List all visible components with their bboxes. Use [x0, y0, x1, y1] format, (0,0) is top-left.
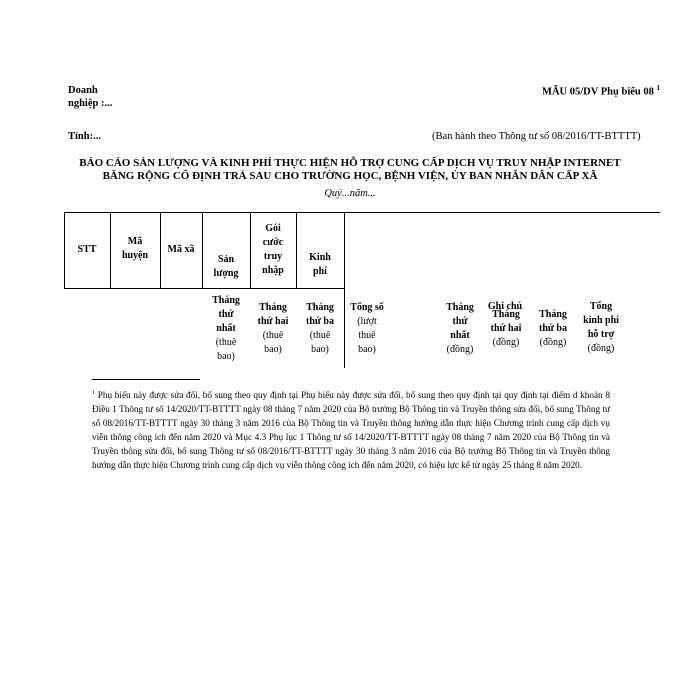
header-district-code-text: Mã huyện [121, 236, 149, 261]
sub-header-title: Tháng thứ ba [306, 302, 334, 327]
sub-header-unit: (thuê bao) [215, 337, 237, 362]
footnote-mark: 1 [92, 390, 95, 396]
header-note [482, 300, 528, 314]
sub-header-unit: (đồng) [446, 344, 474, 355]
sub-header-title: Tháng thứ ba [539, 309, 567, 334]
sub-header-unit: (đồng) [539, 337, 567, 348]
report-period: Quý...năm... [324, 188, 376, 199]
footnote-text: Phụ biểu này được sửa đổi, bổ sung theo quy định tại Phụ biểu này được sửa đổi, bổ sung theo quy định tại quy định tại điểm d khoản 8 Điều 1 Thông tư số 14/2020/TT-BTTTT ngày 08 tháng 7 năm 2020 của Bộ trưởng Bộ Thông tin và Truyền thông sửa đổi, bổ sung Thông tư số 08/2016/TT-BTTTT ngày 30 tháng 3 năm 2016 của Bộ Thông tin và Truyền thông hướng dẫn thực hiện Chương trình cung cấp dịch vụ viễn thông công ích đến năm 2020 và Mục 4.3 Phụ lục 1 Thông tư số 14/2020/TT-BTTTT ngày 08 tháng 7 năm 2020 của Bộ Thông tin và Truyền thông sửa đổi, bổ sung Thông tư số 08/2016/TT-BTTTT ngày 30 tháng 3 năm 2016 của Bộ trưởng Bộ Thông tin và Truyền thông hướng dẫn thực hiện Chương trình cung cấp dịch vụ viễn thông công ích đến năm 2020, có hiệu lực kể từ ngày 25 tháng 8 năm 2020. [92, 390, 610, 471]
sub-header-unit: (đồng) [492, 337, 520, 348]
sub-header-unit: (đồng) [587, 343, 615, 354]
header-stt [64, 236, 110, 264]
header-package [250, 216, 296, 284]
sub-header-output-total [344, 296, 390, 362]
issued-by-note: (Ban hành theo Thông tư số 08/2016/TT-BTTTT) [432, 131, 641, 142]
table-top-border [64, 212, 660, 213]
sub-header-title: Tổng kinh phí hỗ trợ [583, 301, 619, 340]
sub-header-title: Tháng thứ hai [490, 309, 522, 334]
report-title-line1: BÁO CÁO SẢN LƯỢNG VÀ KINH PHÍ THỰC HIỆN HỖ TRỢ CUNG CẤP DỊCH VỤ TRUY NHẬP INTERNET [79, 157, 621, 169]
footnote [92, 386, 610, 472]
header-output [202, 250, 250, 284]
footnote-separator [92, 379, 200, 380]
header-commune-code [160, 236, 202, 264]
enterprise-label: Doanh nghiệp :... [68, 85, 113, 109]
header-district-code [110, 232, 160, 266]
header-output-text: Sản lượng [213, 254, 239, 279]
form-code [542, 84, 660, 98]
sub-header-output-month2 [250, 296, 296, 362]
sub-header-unit: (lượt thuê bao) [357, 316, 377, 355]
sub-header-unit: (thuê bao) [262, 330, 284, 355]
header-funding [296, 248, 344, 282]
sub-header-title: Tổng số [350, 302, 384, 313]
report-title-line2: BĂNG RỘNG CỐ ĐỊNH TRẢ SAU CHO TRƯỜNG HỌC, BỆNH VIỆN, ỦY BAN NHÂN DÂN CẤP XÃ [102, 170, 598, 182]
sub-header-unit: (thuê bao) [309, 330, 331, 355]
sub-header-output-month3 [296, 296, 344, 362]
sub-header-title: Tháng thứ hai [257, 302, 289, 327]
header-stt-text: STT [77, 244, 97, 255]
sub-header-funding-total [576, 292, 626, 364]
form-code-footnote-mark: 1 [656, 84, 660, 92]
sub-header-funding-month1 [438, 296, 482, 362]
header-note-text: Ghi chú [487, 301, 523, 312]
form-code-text: MẪU 05/DV Phụ biểu 08 [542, 86, 654, 98]
header-commune-code-text: Mã xã [167, 244, 195, 255]
province-label: Tỉnh:... [68, 131, 101, 142]
header-package-text: Gói cước truy nhập [262, 223, 284, 276]
sub-header-output-month1 [202, 290, 250, 368]
header-funding-text: Kinh phí [309, 252, 331, 277]
sub-header-title: Tháng thứ nhất [212, 295, 240, 334]
sub-header-title: Tháng thứ nhất [446, 302, 474, 341]
sub-header-funding-month3 [530, 296, 576, 362]
table-mid-border [64, 288, 344, 289]
